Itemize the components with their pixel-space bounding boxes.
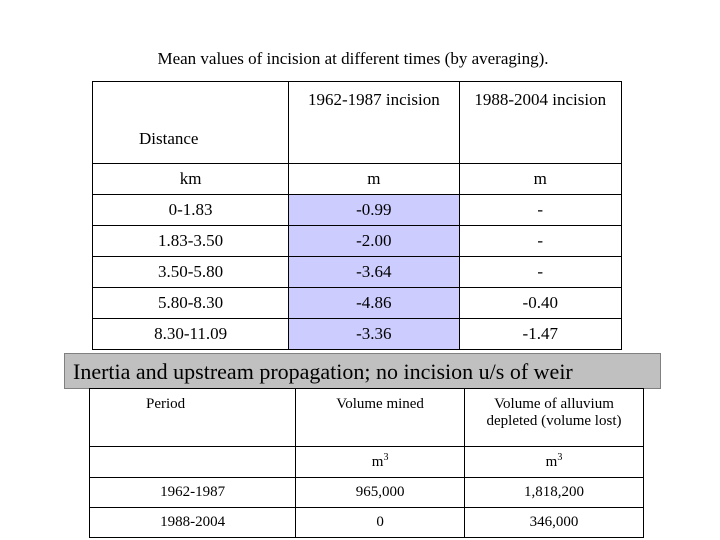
period1-unit: m bbox=[289, 164, 459, 195]
period1-cell: -3.64 bbox=[289, 257, 459, 288]
mined-header: Volume mined bbox=[296, 389, 465, 447]
distance-cell: 3.50-5.80 bbox=[93, 257, 289, 288]
period-cell: 1962-1987 bbox=[90, 478, 296, 508]
alluvium-header-line1: Volume of alluvium bbox=[494, 396, 614, 412]
alluvium-cell: 1,818,200 bbox=[465, 478, 644, 508]
mined-unit-base: m bbox=[371, 453, 384, 470]
incision-header-row bbox=[93, 82, 622, 164]
alluvium-header bbox=[465, 389, 644, 447]
volume-header-row bbox=[90, 389, 644, 447]
period2-cell: -1.47 bbox=[459, 319, 622, 350]
incision-units-row bbox=[93, 164, 622, 195]
period1-cell: -3.36 bbox=[289, 319, 459, 350]
period1-cell: -2.00 bbox=[289, 226, 459, 257]
period2-unit: m bbox=[459, 164, 622, 195]
distance-unit: km bbox=[93, 164, 289, 195]
mined-unit-exponent: 3 bbox=[383, 451, 389, 463]
mined-cell: 0 bbox=[296, 508, 465, 538]
note-banner: Inertia and upstream propagation; no incision u/s of weir bbox=[64, 353, 661, 389]
period1-header: 1962-1987 incision bbox=[289, 82, 459, 164]
table-row bbox=[93, 288, 622, 319]
period2-cell: - bbox=[459, 195, 622, 226]
mined-cell: 965,000 bbox=[296, 478, 465, 508]
table-row bbox=[93, 319, 622, 350]
period1-cell: -0.99 bbox=[289, 195, 459, 226]
volume-table bbox=[89, 388, 644, 538]
distance-cell: 8.30-11.09 bbox=[93, 319, 289, 350]
alluvium-header-line2: depleted (volume lost) bbox=[486, 413, 622, 429]
table-row bbox=[93, 195, 622, 226]
period2-header: 1988-2004 incision bbox=[459, 82, 622, 164]
volume-units-row bbox=[90, 447, 644, 478]
alluvium-unit-exponent: 3 bbox=[557, 451, 563, 463]
period-header: Period bbox=[90, 389, 296, 447]
page-title: Mean values of incision at different times (by averaging). bbox=[157, 49, 549, 68]
distance-header: Distance bbox=[93, 82, 289, 164]
period2-cell: -0.40 bbox=[459, 288, 622, 319]
table-row bbox=[93, 257, 622, 288]
table-row bbox=[93, 226, 622, 257]
alluvium-unit bbox=[465, 447, 644, 478]
distance-cell: 0-1.83 bbox=[93, 195, 289, 226]
period-cell: 1988-2004 bbox=[90, 508, 296, 538]
table-row bbox=[90, 478, 644, 508]
alluvium-cell: 346,000 bbox=[465, 508, 644, 538]
alluvium-unit-base: m bbox=[545, 453, 558, 470]
table-row bbox=[90, 508, 644, 538]
period2-cell: - bbox=[459, 226, 622, 257]
mined-unit bbox=[296, 447, 465, 478]
period1-cell: -4.86 bbox=[289, 288, 459, 319]
incision-table bbox=[92, 81, 622, 350]
period-unit bbox=[90, 447, 296, 478]
period2-cell: - bbox=[459, 257, 622, 288]
distance-cell: 5.80-8.30 bbox=[93, 288, 289, 319]
distance-cell: 1.83-3.50 bbox=[93, 226, 289, 257]
